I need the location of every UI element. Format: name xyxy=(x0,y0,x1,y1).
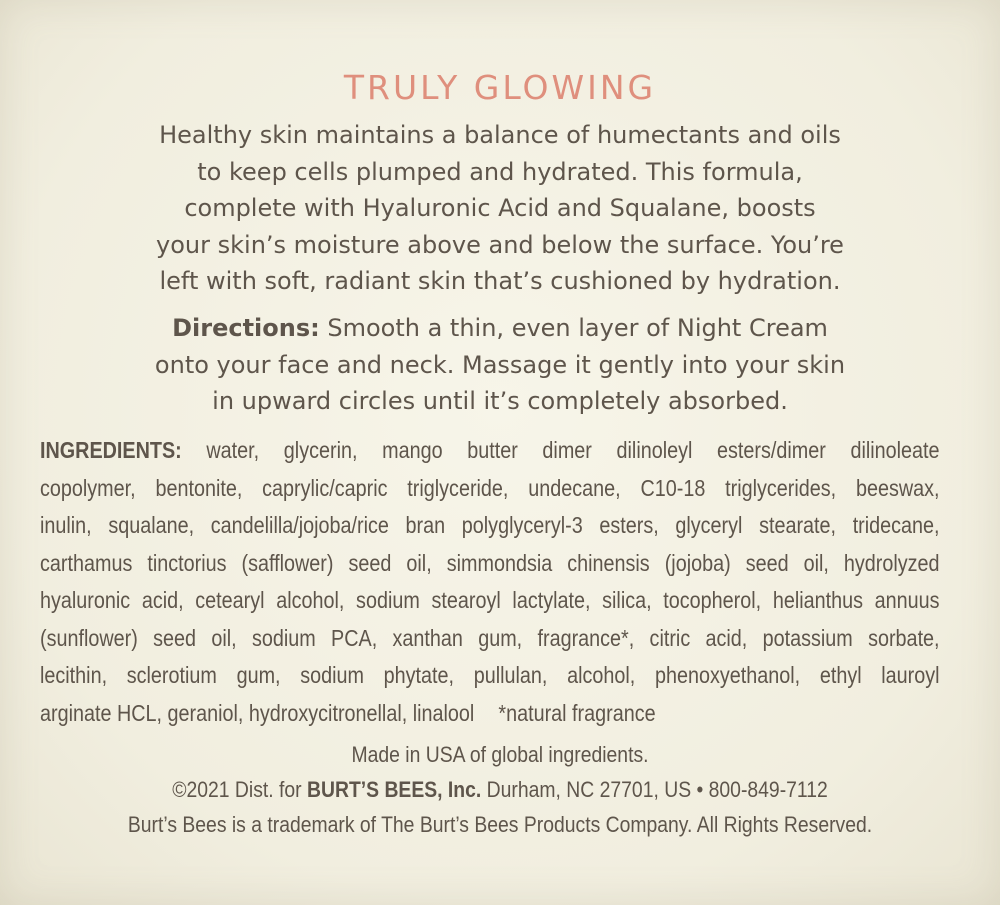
ingredients-line xyxy=(40,432,940,470)
ingredients-line xyxy=(40,695,940,733)
intro-line: to keep cells plumped and hydrated. This formula, xyxy=(197,157,803,186)
fragrance-footnote: *natural fragrance xyxy=(498,699,656,726)
directions-line: in upward circles until it’s completely absorbed. xyxy=(212,387,788,415)
directions-text: Smooth a thin, even layer of Night Cream xyxy=(319,314,828,342)
intro-line: complete with Hyaluronic Acid and Squalane, boosts xyxy=(184,194,816,222)
label-footer xyxy=(0,737,1000,842)
company-name: BURT’S BEES, Inc. xyxy=(307,777,482,802)
ingredients-text: water, glycerin, mango butter dimer dilinoleyl esters/dimer dilinoleate xyxy=(181,437,940,463)
directions-line: onto your face and neck. Massage it gently into your skin xyxy=(154,350,846,379)
trademark-text: Burt’s Bees is a trademark of The Burt’s Bees Products Company. All Rights Reserved. xyxy=(127,812,873,837)
dist-suffix: Durham, NC 27701, US • 800-849-7112 xyxy=(481,777,828,802)
ingredients-line: carthamus tinctorius (safflower) seed oil, simmondsia chinensis (jojoba) seed oil, hydrolyzed xyxy=(40,549,940,576)
made-in-text: Made in USA of global ingredients. xyxy=(351,742,649,767)
intro-paragraph xyxy=(30,117,970,300)
directions-line xyxy=(30,310,970,347)
label-title: TRULY GLOWING xyxy=(343,68,657,107)
ingredients-label: INGREDIENTS: xyxy=(40,437,182,463)
intro-line: Healthy skin maintains a balance of humectants and oils xyxy=(159,121,841,149)
ingredients-line: lecithin, sclerotium gum, sodium phytate, pullulan, alcohol, phenoxyethanol, ethyl lauroyl xyxy=(40,662,940,688)
ingredients-text: arginate HCL, geraniol, hydroxycitronellal, linalool xyxy=(40,699,475,726)
intro-line: your skin’s moisture above and below the surface. You’re xyxy=(156,230,844,259)
directions-paragraph xyxy=(30,310,970,420)
distributor-line xyxy=(60,772,940,807)
directions-label: Directions: xyxy=(172,314,320,342)
dist-prefix: ©2021 Dist. for xyxy=(172,777,308,802)
ingredients-paragraph xyxy=(40,432,940,732)
intro-line: left with soft, radiant skin that’s cushioned by hydration. xyxy=(159,267,841,295)
ingredients-line: hyaluronic acid, cetearyl alcohol, sodium stearoyl lactylate, silica, tocopherol, helianthus annuus xyxy=(40,587,940,613)
ingredients-line: (sunflower) seed oil, sodium PCA, xanthan gum, fragrance*, citric acid, potassium sorbate, xyxy=(40,624,940,651)
ingredients-line: inulin, squalane, candelilla/jojoba/rice bran polyglyceryl-3 esters, glyceryl stearate, tridecane, xyxy=(40,512,940,538)
ingredients-line: copolymer, bentonite, caprylic/capric triglyceride, undecane, C10-18 triglycerides, beeswax, xyxy=(40,474,940,501)
